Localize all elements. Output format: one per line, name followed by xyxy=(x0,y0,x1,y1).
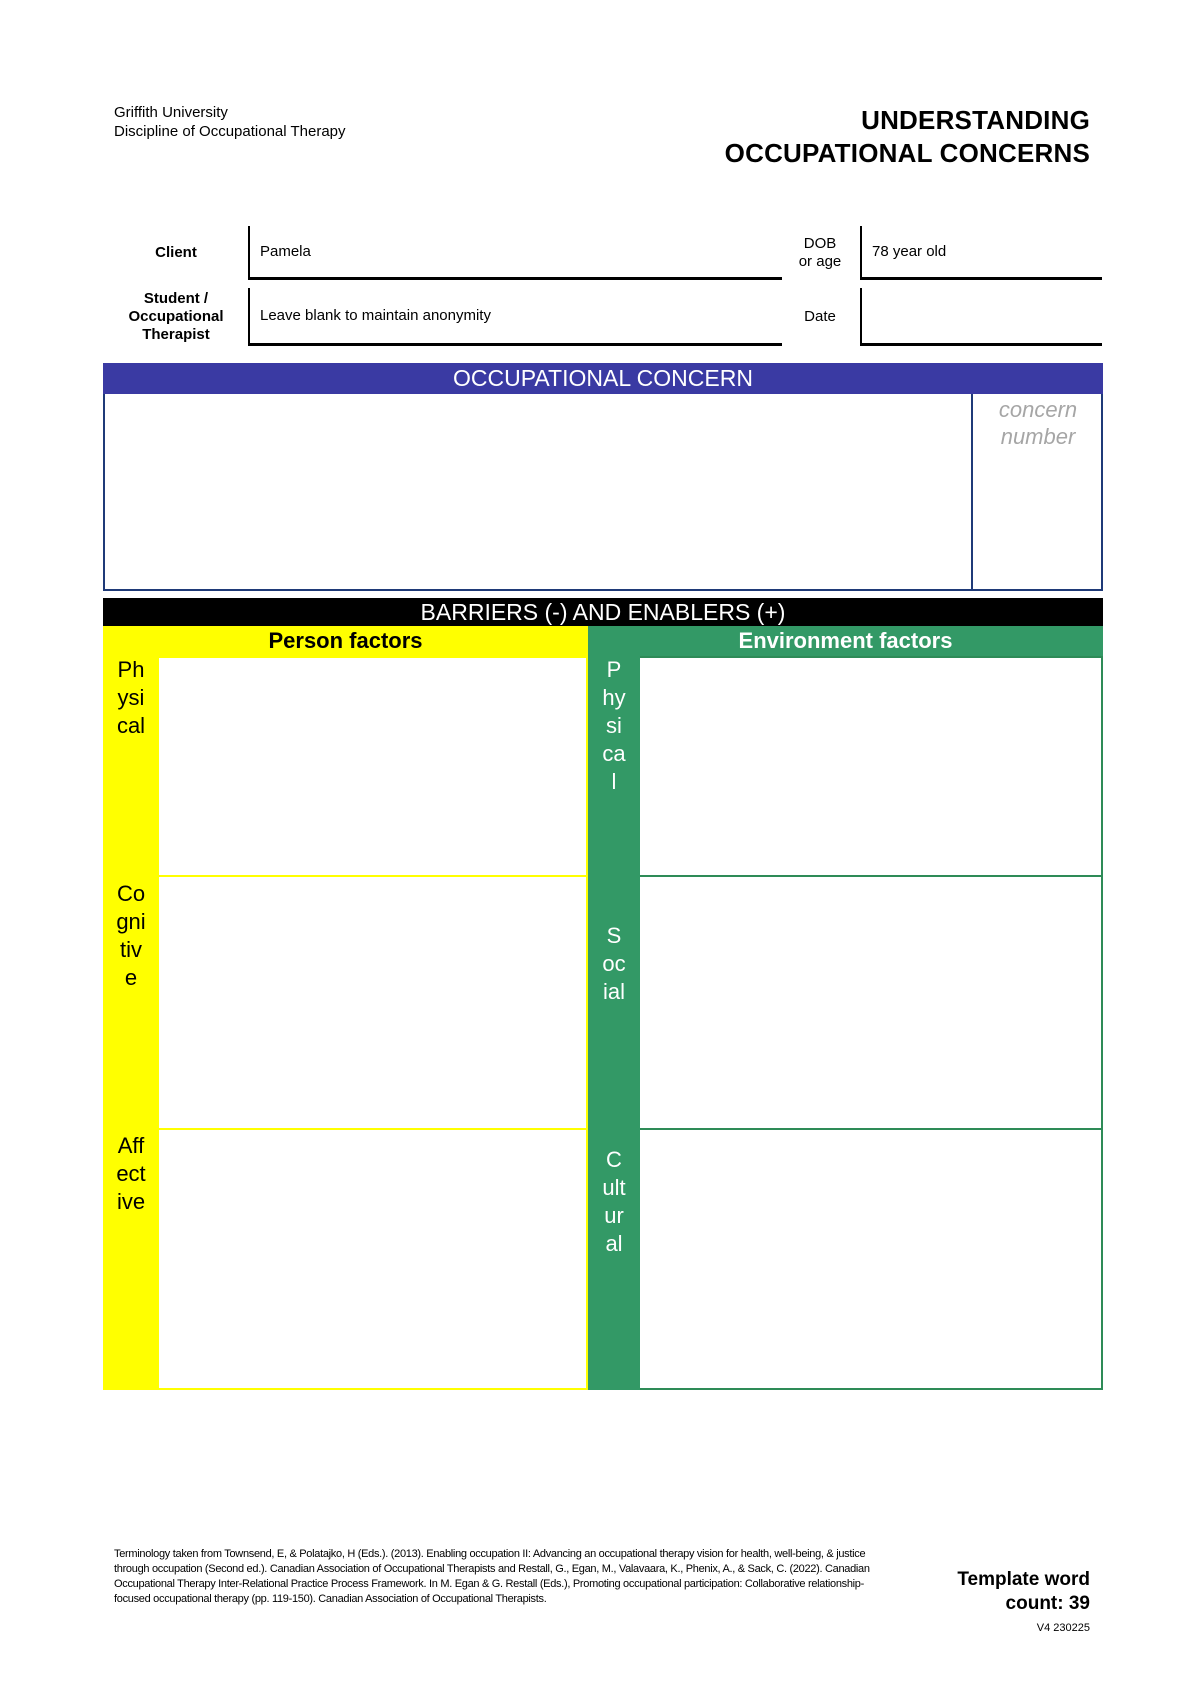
barriers-enablers-heading: BARRIERS (-) AND ENABLERS (+) xyxy=(103,598,1103,626)
date-field[interactable] xyxy=(860,288,1102,346)
document-title-line1: UNDERSTANDING xyxy=(861,105,1090,135)
person-affective-cell[interactable] xyxy=(159,1128,588,1390)
dob-label-line1: DOB xyxy=(803,235,837,252)
student-label-line2: Occupational xyxy=(128,308,224,325)
student-label xyxy=(110,288,242,346)
version-label: V4 230225 xyxy=(1036,1622,1090,1634)
person-affective-label: Affective xyxy=(116,1133,146,1214)
dob-field[interactable]: 78 year old xyxy=(860,226,1102,280)
concern-divider xyxy=(971,394,973,591)
occupational-concern-box[interactable] xyxy=(103,363,1103,591)
client-label: Client xyxy=(155,244,197,261)
institution-block xyxy=(114,103,346,141)
student-label-line1: Student / xyxy=(143,290,209,307)
environment-cultural-label: Cultural xyxy=(602,1147,626,1256)
environment-factors-heading: Environment factors xyxy=(588,626,1103,656)
environment-physical-cell[interactable] xyxy=(640,656,1103,877)
environment-social-label: Social xyxy=(602,923,626,1004)
word-count-line1: Template word xyxy=(957,1569,1090,1590)
student-label-line3: Therapist xyxy=(142,326,210,343)
document-title-line2: OCCUPATIONAL CONCERNS xyxy=(724,138,1090,168)
occupational-concern-heading: OCCUPATIONAL CONCERN xyxy=(103,363,1103,394)
concern-number-line1: concern xyxy=(998,397,1078,422)
template-word-count xyxy=(957,1568,1090,1616)
discipline-name: Discipline of Occupational Therapy xyxy=(114,123,346,140)
environment-cultural-cell[interactable] xyxy=(640,1128,1103,1390)
environment-social-cell[interactable] xyxy=(640,875,1103,1130)
person-factors-strip xyxy=(103,656,159,1390)
dob-label-line2: or age xyxy=(798,253,842,270)
person-factors-heading: Person factors xyxy=(103,626,588,656)
person-cognitive-cell[interactable] xyxy=(159,875,588,1130)
document-title xyxy=(725,104,1090,170)
person-cognitive-label: Cognitive xyxy=(116,881,146,990)
date-label: Date xyxy=(804,308,836,325)
dob-label xyxy=(790,226,850,280)
institution-name: Griffith University xyxy=(114,104,228,121)
word-count-line2: count: 39 xyxy=(1005,1593,1090,1614)
environment-physical-label: Physical xyxy=(602,657,626,794)
person-physical-label: Physical xyxy=(116,657,146,738)
concern-number-line2: number xyxy=(1000,424,1076,449)
concern-number-label xyxy=(975,396,1101,450)
student-field[interactable]: Leave blank to maintain anonymity xyxy=(248,288,782,346)
person-physical-cell[interactable] xyxy=(159,656,588,877)
client-field[interactable]: Pamela xyxy=(248,226,782,280)
references-text: Terminology taken from Townsend, E, & Polatajko, H (Eds.). (2013). Enabling occupation II: Advancing an occupational therapy vision for health, well-being, & justice through occupation (Second ed.). Canadian Association of Occupational Therapists and Restall, G., Egan, M., Valavaara, K., Phenix, A., & Sack, C. (2022). Canadian Occupational Therapy Inter-Relational Practice Process Framework. In M. Egan & G. Restall (Eds.), Promoting occupational participation: Collaborative relationship-focused occupational therapy (pp. 119-150). Canadian Association of Occupational Therapists. xyxy=(114,1548,870,1605)
